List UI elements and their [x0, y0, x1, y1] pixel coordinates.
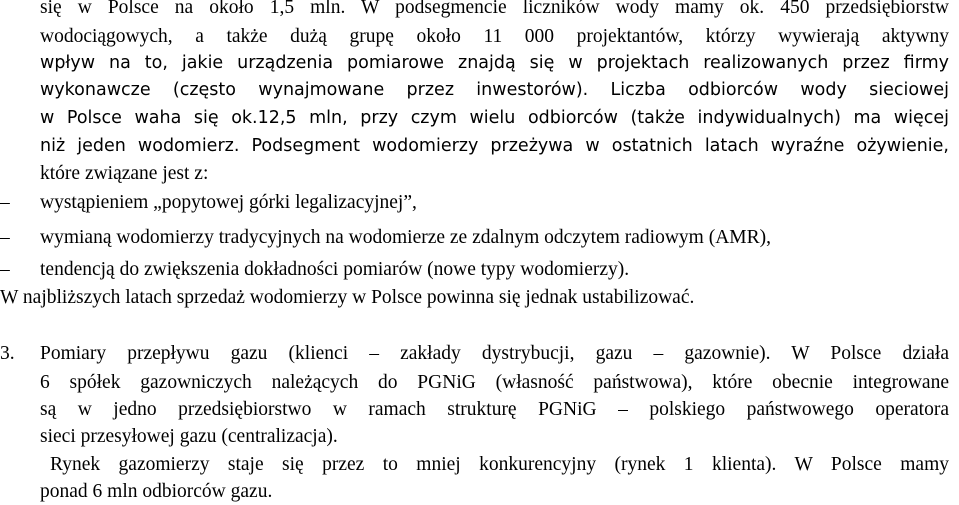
section-line: Pomiary przepływu gazu (klienci – zakłady dystrybucji, gazu – gazownie). W Polsce działa	[40, 343, 949, 364]
paragraph-line: które związane jest z:	[40, 163, 209, 184]
paragraph-line: wpływ na to, jakie urządzenia pomiarowe znajdą się w projektach realizowanych przez firmy	[40, 53, 949, 73]
paragraph-line: wodociągowych, a także dużą grupę około 11 000 projektantów, którzy wywierają aktywny	[40, 26, 949, 47]
section-line: sieci przesyłowej gazu (centralizacja).	[40, 426, 338, 447]
section-number: 3.	[0, 343, 15, 364]
list-item-text: tendencją do zwiększenia dokładności pomiarów (nowe typy wodomierzy).	[40, 259, 630, 280]
list-item-text: wystąpieniem „popytowej górki legalizacyjnej”,	[40, 192, 417, 213]
section-line: 6 spółek gazowniczych należących do PGNiG (własność państwowa), które obecnie integrowane	[40, 372, 949, 393]
paragraph-line: niż jeden wodomierz. Podsegment wodomierzy przeżywa w ostatnich latach wyraźne ożywienie,	[40, 136, 949, 156]
section-line: są w jedno przedsiębiorstwo w ramach strukturę PGNiG – polskiego państwowego operatora	[40, 399, 949, 420]
paragraph-line: w Polsce waha się ok.12,5 mln, przy czym wielu odbiorców (także indywidualnych) ma więcej	[40, 108, 949, 128]
section-line: Rynek gazomierzy staje się przez to mniej konkurencyjny (rynek 1 klienta). W Polsce mamy	[50, 454, 949, 475]
list-item	[0, 256, 630, 283]
dash-bullet-icon: –	[0, 192, 10, 213]
list-item	[0, 224, 772, 251]
dash-bullet-icon: –	[0, 227, 10, 248]
section-line: ponad 6 mln odbiorców gazu.	[40, 481, 273, 502]
paragraph-line: wykonawcze (często wynajmowane przez inwestorów). Liczba odbiorców wody sieciowej	[40, 80, 949, 100]
list-item	[0, 189, 417, 216]
closing-sentence: W najbliższych latach sprzedaż wodomierzy w Polsce powinna się jednak ustabilizować.	[0, 287, 695, 308]
paragraph-line: się w Polsce na około 1,5 mln. W podsegmencie liczników wody mamy ok. 450 przedsiębiorstw	[40, 0, 949, 18]
list-item-text: wymianą wodomierzy tradycyjnych na wodomierze ze zdalnym odczytem radiowym (AMR),	[40, 227, 772, 248]
dash-bullet-icon: –	[0, 259, 10, 280]
